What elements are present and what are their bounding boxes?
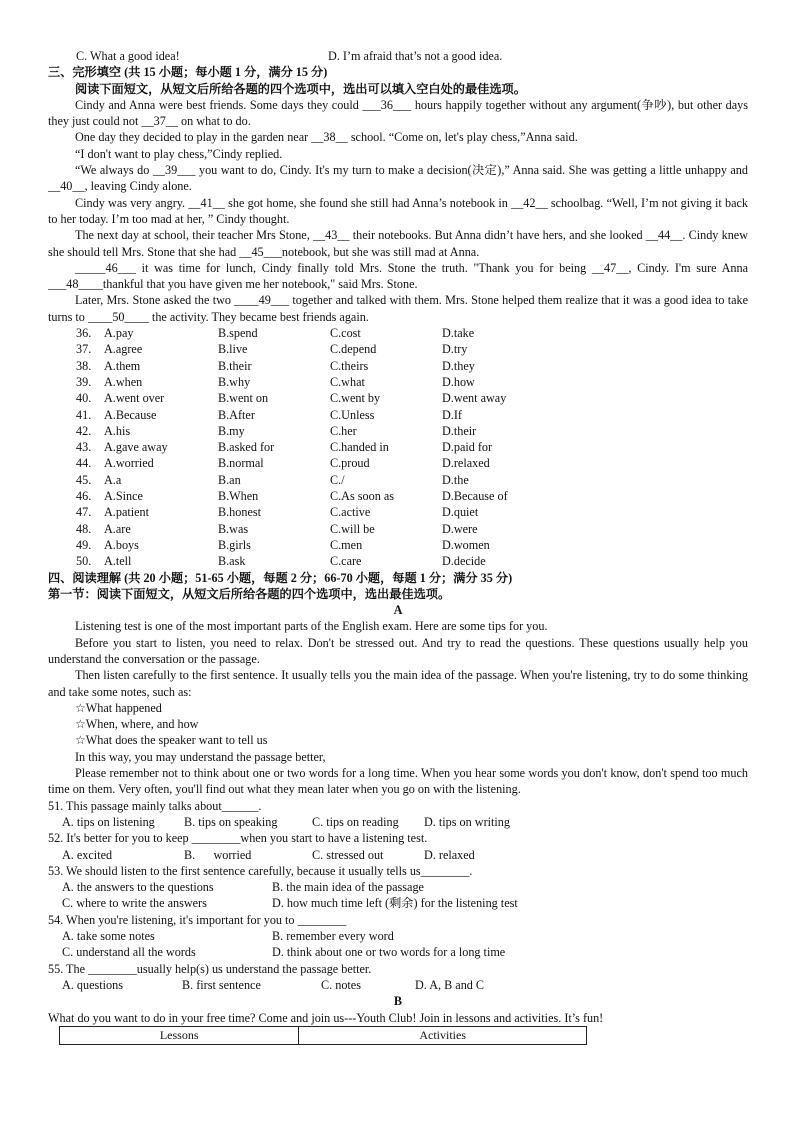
option-d[interactable]: D. relaxed [424, 847, 475, 862]
options-row [48, 977, 748, 993]
reading-question-54 [48, 912, 748, 961]
question-number: 37. [76, 342, 92, 357]
option-d[interactable]: D. tips on writing [424, 814, 510, 829]
option-c[interactable]: C.men [330, 537, 363, 552]
options-row [48, 944, 748, 960]
cloze-paragraph: Later, Mrs. Stone asked the two ____49___ together and talked with them. Mrs. Stone helped them realize that it was a good idea to take turns to ____50____ the activity. They became best friends again. [48, 293, 748, 324]
options-row [48, 928, 748, 944]
top-options-row [48, 48, 748, 64]
cloze-question [48, 423, 748, 439]
cloze-question [48, 390, 748, 406]
star-item-text: What does the speaker want to tell us [85, 733, 268, 748]
question-stem: 54. When you're listening, it's important for you to ________ [48, 912, 347, 927]
option-b[interactable]: B. the main idea of the passage [272, 880, 424, 895]
reading-question-52 [48, 830, 748, 863]
option-c[interactable]: C.what [330, 374, 365, 389]
star-item [48, 716, 748, 732]
cloze-passage [48, 97, 748, 325]
cloze-paragraph: _____46___ it was time for lunch, Cindy finally told Mrs. Stone the truth. "Thank you for being __47__, Cindy. I'm sure Anna ___48____thankful that you have given me her notebook," said Mrs. Stone. [48, 260, 748, 292]
option-a[interactable]: A. tips on listening [62, 814, 155, 829]
option-b[interactable]: B.After [218, 407, 255, 422]
options-row [48, 895, 748, 911]
cloze-question [48, 407, 748, 423]
reading-question-51 [48, 798, 748, 831]
option-c[interactable]: C. where to write the answers [62, 896, 207, 911]
table-header-lessons: Lessons [60, 1026, 299, 1044]
option-b[interactable]: B.their [218, 358, 252, 373]
question-number: 50. [76, 554, 92, 569]
star-icon: ☆ [75, 700, 86, 715]
exam-page [48, 48, 748, 1045]
options-row [48, 814, 748, 830]
option-b[interactable]: B.asked for [218, 440, 275, 455]
option-b[interactable]: B.an [218, 472, 241, 487]
option-a[interactable]: A. excited [62, 847, 113, 862]
cloze-paragraph: Cindy and Anna were best friends. Some days they could ___36___ hours happily together without any argument(争吵), but other days they just could not __37__ on what to do. [48, 97, 748, 129]
option-a[interactable]: A.tell [104, 554, 132, 569]
option-b[interactable]: B. first sentence [182, 977, 261, 992]
option-a[interactable]: A. the answers to the questions [62, 880, 214, 895]
cloze-question [48, 439, 748, 455]
option-b[interactable]: B.honest [218, 505, 261, 520]
cloze-paragraph: The next day at school, their teacher Mrs Stone, __43__ their notebooks. But Anna didn’t have hers, and she looked __44__. Cindy knew she should tell Mrs. Stone that she had __45___notebook, but she was still mad at Anna. [48, 228, 748, 259]
table-header-activities: Activities [299, 1026, 587, 1044]
option-b[interactable]: B.ask [218, 554, 246, 569]
option-d: D. I’m afraid that’s not a good idea. [328, 49, 503, 63]
option-d[interactable]: D.decide [442, 554, 486, 569]
option-d[interactable]: D.were [442, 521, 478, 536]
question-number: 49. [76, 537, 92, 552]
option-a[interactable]: A.went over [104, 391, 165, 406]
option-c[interactable]: C.As soon as [330, 489, 394, 504]
question-number: 47. [76, 505, 92, 520]
option-a[interactable]: A. take some notes [62, 929, 155, 944]
youth-club-table [59, 1026, 587, 1045]
option-d[interactable]: D. A, B and C [415, 977, 485, 992]
passage-a-paragraph: Please remember not to think about one or two words for a long time. When you hear some words you don't know, don't spend too much time on them. Very often, you'll find out what they mean later when you go on with the listening. [48, 766, 748, 797]
option-d[interactable]: D.relaxed [442, 456, 490, 471]
star-item [48, 700, 748, 716]
option-c[interactable]: C. notes [321, 977, 361, 992]
options-row [48, 847, 748, 863]
option-a[interactable]: A.when [104, 374, 143, 389]
option-a[interactable]: A.Because [104, 407, 157, 422]
cloze-question [48, 325, 748, 341]
option-d[interactable]: D.the [442, 472, 469, 487]
option-d[interactable]: D.went away [442, 391, 507, 406]
option-c[interactable]: C.Unless [330, 407, 375, 422]
option-d[interactable]: D.how [442, 374, 475, 389]
star-item [48, 732, 748, 748]
option-a[interactable]: A.his [104, 423, 131, 438]
cloze-question [48, 521, 748, 537]
question-number: 41. [76, 407, 92, 422]
cloze-question [48, 341, 748, 357]
star-icon: ☆ [75, 733, 86, 748]
section4-heading: 四、阅读理解 (共 20 小题；51-65 小题，每题 2 分；66-70 小题，每题 1 分；满分 35 分) [48, 570, 513, 585]
option-a[interactable]: A. questions [62, 977, 123, 992]
option-c[interactable]: C.theirs [330, 358, 369, 373]
cloze-question [48, 358, 748, 374]
option-b[interactable]: B.girls [218, 537, 251, 552]
question-number: 44. [76, 456, 92, 471]
option-b[interactable]: B. remember every word [272, 929, 394, 944]
option-c[interactable]: C.handed in [330, 440, 389, 455]
reading-question-55 [48, 961, 748, 994]
passage-a-paragraph: Listening test is one of the most important parts of the English exam. Here are some tips for you. [75, 619, 548, 634]
cloze-paragraph: “We always do __39___ you want to do, Cindy. It's my turn to make a decision(决定),” Anna said. She was getting a little unhappy and __40__, leaving Cindy alone. [48, 163, 748, 194]
option-a[interactable]: A.are [104, 521, 131, 536]
cloze-question [48, 504, 748, 520]
option-c[interactable]: C.cost [330, 326, 361, 341]
option-a[interactable]: A.Since [104, 489, 143, 504]
section3-heading: 三、完形填空 (共 15 小题；每小题 1 分，满分 15 分) [48, 65, 328, 80]
question-number: 42. [76, 423, 92, 438]
option-b[interactable]: B. tips on speaking [184, 814, 278, 829]
question-number: 45. [76, 472, 92, 487]
option-b[interactable]: B.live [218, 342, 248, 357]
option-b[interactable]: B.my [218, 423, 245, 438]
option-b[interactable]: B.was [218, 521, 249, 536]
option-b[interactable]: B. worried [184, 847, 252, 862]
option-a[interactable]: A.pay [104, 326, 134, 341]
option-c[interactable]: C.depend [330, 342, 377, 357]
question-stem: 53. We should listen to the first sentence carefully, because it usually tells us________. [48, 863, 473, 878]
question-number: 48. [76, 521, 92, 536]
cloze-question [48, 374, 748, 390]
passage-a-label: A [393, 603, 403, 618]
question-stem: 55. The ________usually help(s) us understand the passage better. [48, 961, 372, 976]
option-c[interactable]: C.active [330, 505, 371, 520]
option-c[interactable]: C.her [330, 423, 357, 438]
option-c[interactable]: C.will be [330, 521, 375, 536]
option-d[interactable]: D.take [442, 326, 475, 341]
option-b[interactable]: B.spend [218, 326, 258, 341]
option-c: C. What a good idea! [76, 49, 180, 63]
cloze-question [48, 455, 748, 471]
option-c[interactable]: C./ [330, 472, 345, 487]
cloze-options [48, 325, 748, 569]
passage-a-paragraph: Before you start to listen, you need to relax. Don't be stressed out. And try to read the questions. These questions usually help you understand the conversation or the passage. [48, 635, 748, 666]
option-d[interactable]: D.paid for [442, 440, 493, 455]
option-c[interactable]: C.went by [330, 391, 381, 406]
table-header-row [60, 1026, 587, 1044]
cloze-paragraph: “I don't want to play chess,”Cindy replied. [75, 146, 283, 161]
cloze-question [48, 472, 748, 488]
option-d[interactable]: D. think about one or two words for a long time [272, 945, 506, 960]
option-a[interactable]: A.a [104, 472, 122, 487]
option-b[interactable]: B.went on [218, 391, 269, 406]
section4-part1-instruction: 第一节：阅读下面短文，从短文后所给各题的四个选项中，选出最佳选项。 [48, 586, 451, 601]
option-d[interactable]: D.their [442, 423, 477, 438]
question-stem: 52. It's better for you to keep ________when you start to have a listening test. [48, 831, 428, 846]
passage-a-paragraph: Then listen carefully to the first sentence. It usually tells you the main idea of the passage. When you're listening, try to do some thinking and take some notes, such as: [48, 668, 748, 699]
option-a[interactable]: A.agree [104, 342, 143, 357]
cloze-question [48, 537, 748, 553]
option-b[interactable]: B.normal [218, 456, 264, 471]
passage-b-label: B [393, 994, 403, 1009]
cloze-question [48, 553, 748, 569]
star-item-text: When, where, and how [85, 717, 199, 732]
option-a[interactable]: A.boys [104, 537, 139, 552]
question-number: 43. [76, 440, 92, 455]
question-stem: 51. This passage mainly talks about______. [48, 798, 262, 813]
question-number: 40. [76, 391, 92, 406]
option-c[interactable]: C. tips on reading [312, 814, 399, 829]
option-a[interactable]: A.worried [104, 456, 154, 471]
cloze-paragraph: Cindy was very angry. __41__ she got home, she found she still had Anna’s notebook in __42__ schoolbag. “Well, I’m not giving it back to her today. I’m too mad at her, ” Cindy thought. [48, 195, 748, 226]
star-item-text: What happened [85, 700, 162, 715]
passage-b-intro: What do you want to do in your free time? Come and join us---Youth Club! Join in lessons and activities. It’s fun! [48, 1010, 604, 1025]
option-a[interactable]: A.them [104, 358, 141, 373]
option-b[interactable]: B.When [218, 489, 259, 504]
option-d[interactable]: D. how much time left (剩余) for the listening test [272, 896, 518, 911]
section3-instruction: 阅读下面短文，从短文后所给各题的四个选项中，选出可以填入空白处的最佳选项。 [75, 81, 526, 96]
option-d[interactable]: D.quiet [442, 505, 479, 520]
option-a[interactable]: A.gave away [104, 440, 168, 455]
option-d[interactable]: D.women [442, 537, 490, 552]
options-row [48, 879, 748, 895]
option-b[interactable]: B.why [218, 374, 251, 389]
option-c[interactable]: C. stressed out [312, 847, 384, 862]
question-number: 39. [76, 374, 92, 389]
option-d[interactable]: D.they [442, 358, 475, 373]
passage-a-paragraph: In this way, you may understand the passage better, [75, 749, 326, 764]
question-number: 38. [76, 358, 92, 373]
option-c[interactable]: C.care [330, 554, 362, 569]
question-number: 46. [76, 489, 92, 504]
star-icon: ☆ [75, 717, 86, 732]
option-c[interactable]: C. understand all the words [62, 945, 196, 960]
cloze-paragraph: One day they decided to play in the garden near __38__ school. “Come on, let's play chess,”Anna said. [75, 130, 578, 145]
option-d[interactable]: D.If [442, 407, 462, 422]
option-d[interactable]: D.try [442, 342, 468, 357]
cloze-question [48, 488, 748, 504]
reading-question-53 [48, 863, 748, 912]
option-a[interactable]: A.patient [104, 505, 150, 520]
question-number: 36. [76, 326, 92, 341]
option-d[interactable]: D.Because of [442, 489, 508, 504]
option-c[interactable]: C.proud [330, 456, 370, 471]
